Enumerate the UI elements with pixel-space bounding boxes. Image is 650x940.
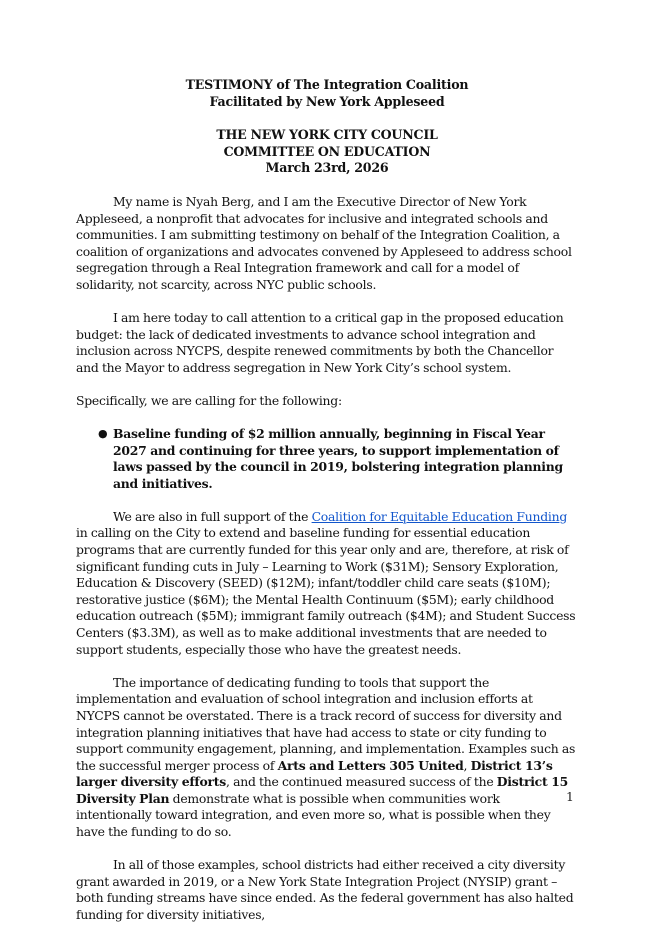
paragraph-text: , and the continued measured success of the — [226, 774, 497, 790]
hearing-date: March 23rd, 2026 — [265, 160, 389, 176]
paragraph-calling-for: Specifically, we are calling for the following: — [76, 392, 342, 408]
demand-item — [98, 426, 578, 492]
paragraph-importance — [76, 675, 578, 841]
paragraph-text: demonstrate what is possible when communities work intentionally toward integration, and even more so, what is possible when they have the funding to do so. — [76, 790, 551, 840]
page-number: 1 — [566, 789, 574, 804]
paragraph-text: in calling on the City to extend and baseline funding for essential education programs that are currently funded for this year only and are, therefore, at risk of significant funding cuts in July – Learning to Work ($31M); Sensory Exploration, Education & Discovery (SEED) ($12M); infant/toddler child care seats ($10M); restorative justice ($6M); the Mental Health Continuum ($5M); early childhood education outreach ($5M); immigrant family outreach ($4M); and Student Success Centers ($3.3M), as well as to make additional investments that are needed to support students, especially those who have the greatest needs. — [76, 525, 576, 657]
demands-list — [76, 426, 578, 492]
paragraph-budget-gap: I am here today to call attention to a critical gap in the proposed education budget: the lack of dedicated investments to advance school integration and inclusion across NYCPS, despite renewed commitments by both the Chancellor and the Mayor to address segregation in New York City’s school system. — [76, 310, 564, 375]
committee-name: COMMITTEE ON EDUCATION — [223, 143, 431, 159]
document-page — [76, 77, 578, 940]
coalition-link[interactable]: Coalition for Equitable Education Funding — [311, 508, 568, 524]
council-name: THE NEW YORK CITY COUNCIL — [216, 127, 438, 143]
paragraph-coalition-support — [76, 509, 578, 658]
document-subtitle: Facilitated by New York Appleseed — [209, 93, 445, 109]
paragraph-examples-funding: In all of those examples, school districts had either received a city diversity grant awarded in 2019, or a New York State Integration Project (NYSIP) grant – both funding streams have since ended. As the federal government has also halted funding for diversity initiatives, — [76, 857, 574, 922]
paragraph-text: We are also in full support of the — [113, 508, 312, 524]
paragraph-text: , — [463, 757, 471, 773]
document-header — [76, 77, 578, 177]
bold-district-15: District 15 Diversity Plan — [76, 774, 568, 806]
document-title: TESTIMONY of The Integration Coalition — [185, 77, 469, 92]
paragraph-introduction: My name is Nyah Berg, and I am the Executive Director of New York Appleseed, a nonprofit that advocates for inclusive and integrated schools and communities. I am submitting testimony on behalf of the Integration Coalition, a coalition of organizations and advocates convened by Appleseed to address school segregation through a Real Integration framework and call for a model of solidarity, not scarcity, across NYC public schools. — [76, 193, 572, 292]
demand-text: Baseline funding of $2 million annually, beginning in Fiscal Year 2027 and continuing for three years, to support implementation of laws passed by the council in 2019, bolstering integration planning and initiatives. — [113, 426, 563, 491]
paragraph-text: The importance of dedicating funding to tools that support the implementation and evaluation of school integration and inclusion efforts at NYCPS cannot be overstated. There is a track record of success for diversity and integration planning initiatives that have had access to state or city funding to support community engagement, planning, and implementation. Examples such as the successful merger process of — [76, 674, 576, 773]
bullet-icon: ● — [98, 427, 108, 440]
bold-arts-and-letters: Arts and Letters 305 United — [277, 757, 464, 773]
bold-district-13: District 13’s larger diversity efforts — [76, 757, 553, 790]
